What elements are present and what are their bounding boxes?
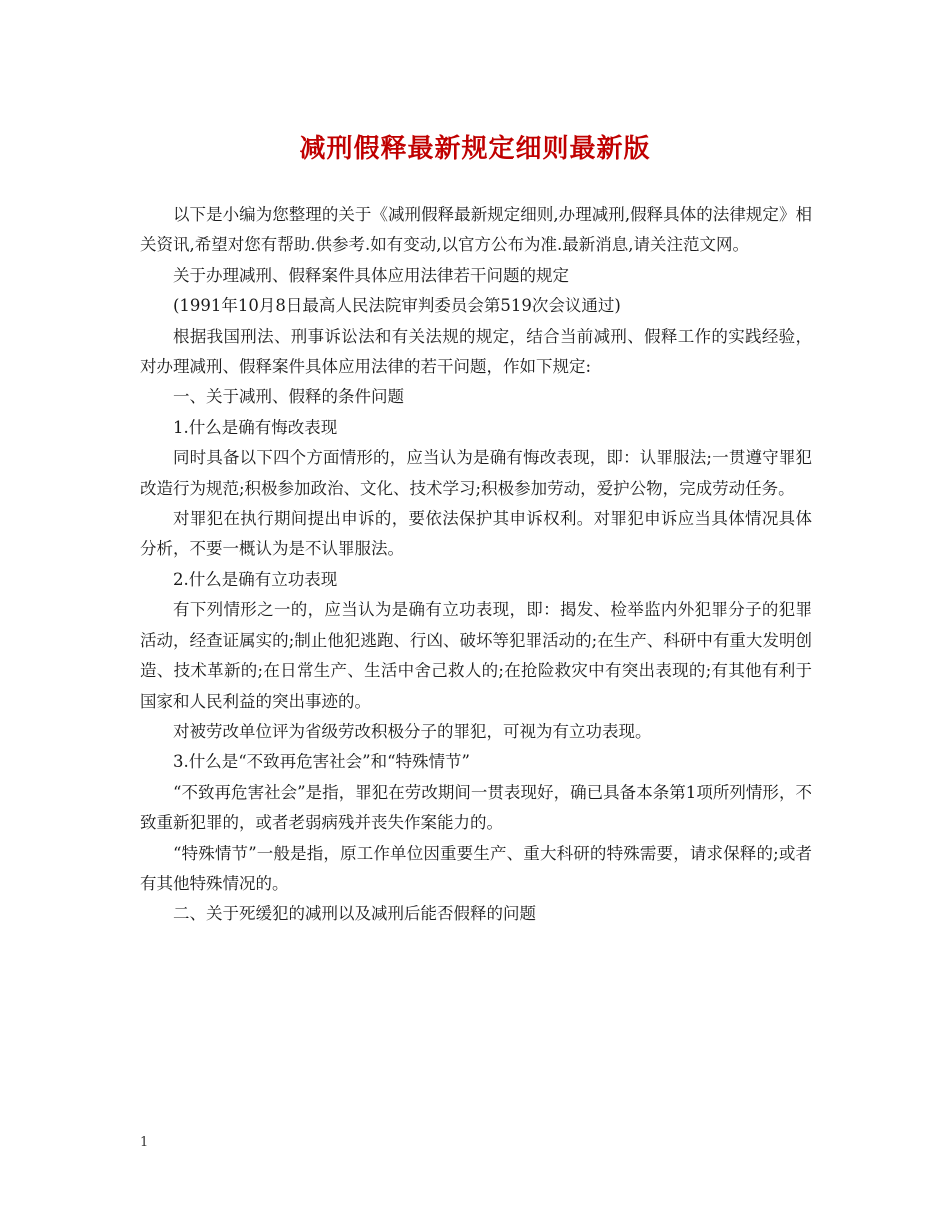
document-body xyxy=(140,200,812,930)
document-title: 减刑假释最新规定细则最新版 xyxy=(299,134,651,164)
paragraph-adoption-note: (1991年10月8日最高人民法院审判委员会第519次会议通过) xyxy=(173,296,621,316)
page-number: 1 xyxy=(140,1135,149,1150)
subsection-heading-2: 2.什么是确有立功表现 xyxy=(173,569,338,589)
section-heading-1: 一、关于减刑、假释的条件问题 xyxy=(173,387,404,407)
paragraph-preamble: 根据我国刑法、刑事诉讼法和有关法规的规定，结合当前减刑、假释工作的实践经验，对办理减刑、假释案件具体应用法律的若干问题，作如下规定: xyxy=(140,326,812,377)
paragraph-intro: 以下是小编为您整理的关于《减刑假释最新规定细则,办理减刑,假释具体的法律规定》相关资讯,希望对您有帮助.供参考.如有变动,以官方公布为准.最新消息,请关注范文网。 xyxy=(140,205,812,255)
paragraph: 对罪犯在执行期间提出申诉的，要依法保护其申诉权利。对罪犯申诉应当具体情况具体分析，不要一概认为是不认罪服法。 xyxy=(140,509,812,559)
subsection-heading-3: 3.什么是“不致再危害社会”和“特殊情节” xyxy=(173,752,470,772)
paragraph: 有下列情形之一的，应当认为是确有立功表现，即：揭发、检举监内外犯罪分子的犯罪活动，经查证属实的;制止他犯逃跑、行凶、破坏等犯罪活动的;在生产、科研中有重大发明创造、技术革新的;在日常生产、生活中舍己救人的;在抢险救灾中有突出表现的;有其他有利于国家和人民利益的突出事迹的。 xyxy=(140,600,812,711)
paragraph: 同时具备以下四个方面情形的，应当认为是确有悔改表现，即：认罪服法;一贯遵守罪犯改造行为规范;积极参加政治、文化、技术学习;积极参加劳动，爱护公物，完成劳动任务。 xyxy=(140,448,812,498)
section-heading-2: 二、关于死缓犯的减刑以及减刑后能否假释的问题 xyxy=(173,904,536,924)
paragraph: 对被劳改单位评为省级劳改积极分子的罪犯，可视为有立功表现。 xyxy=(173,721,652,741)
paragraph: “特殊情节”一般是指，原工作单位因重要生产、重大科研的特殊需要，请求保释的;或者有其他特殊情况的。 xyxy=(140,843,812,893)
paragraph: “不致再危害社会”是指，罪犯在劳改期间一贯表现好，确已具备本条第1项所列情形，不致重新犯罪的，或者老弱病残并丧失作案能力的。 xyxy=(140,782,812,833)
subsection-heading-1: 1.什么是确有悔改表现 xyxy=(173,417,338,437)
paragraph-regulation-title: 关于办理减刑、假释案件具体应用法律若干问题的规定 xyxy=(173,265,569,285)
